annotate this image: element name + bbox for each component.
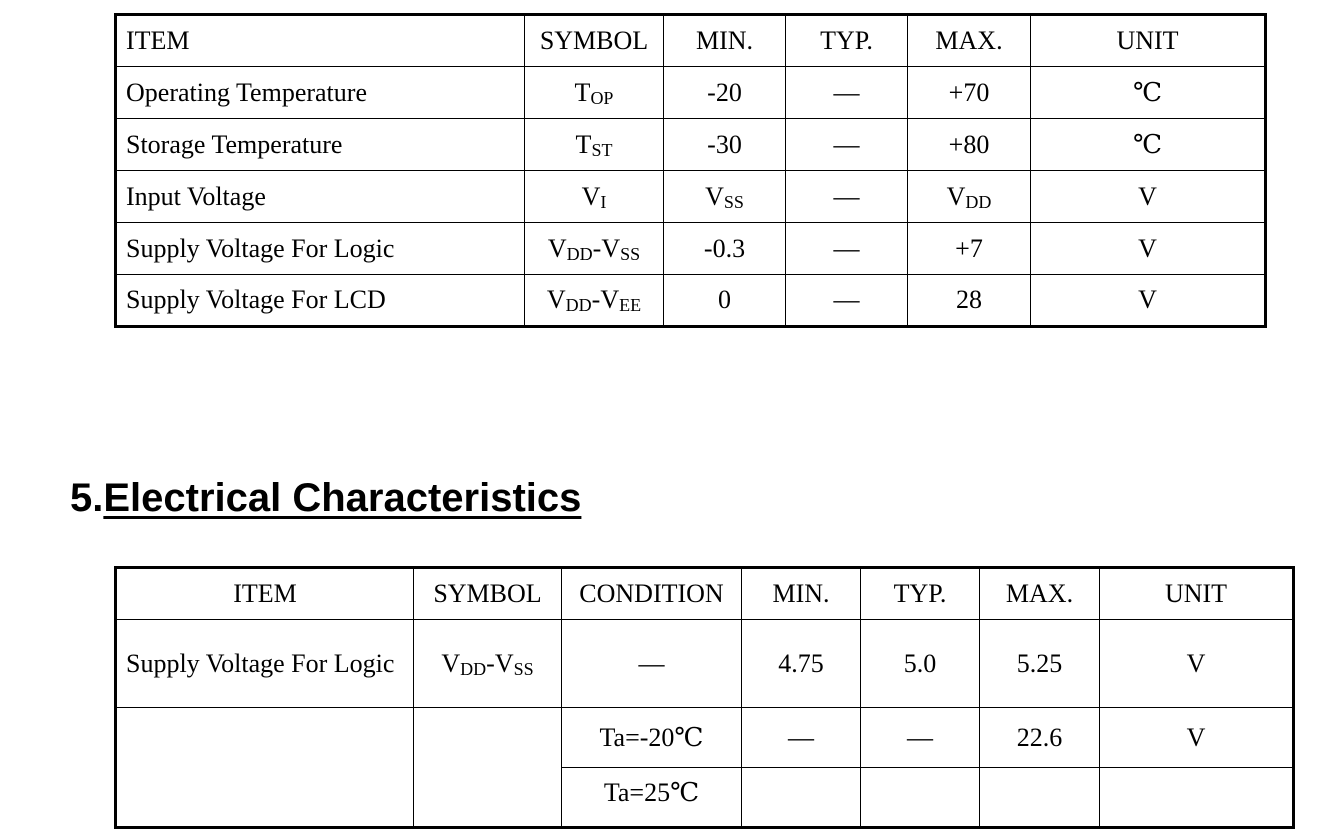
unit-cell: V bbox=[1031, 223, 1266, 275]
symbol-cell bbox=[414, 708, 562, 828]
condition-cell: Ta=-20℃ bbox=[562, 708, 742, 768]
table-row bbox=[116, 223, 1266, 275]
header-unit: UNIT bbox=[1100, 568, 1294, 620]
symbol-cell: $V_{DD}-V_{SS}$ bbox=[525, 223, 664, 275]
max-cell: +70 bbox=[908, 67, 1031, 119]
min-cell: -20 bbox=[664, 67, 786, 119]
header-symbol: SYMBOL bbox=[414, 568, 562, 620]
max-cell: $V_{DD}$ bbox=[908, 171, 1031, 223]
unit-cell: ℃ bbox=[1031, 67, 1266, 119]
header-typ: TYP. bbox=[786, 15, 908, 67]
table-row bbox=[116, 119, 1266, 171]
table-header-row bbox=[116, 15, 1266, 67]
table-header-row bbox=[116, 568, 1294, 620]
min-cell: — bbox=[742, 708, 861, 768]
item-cell bbox=[116, 708, 414, 828]
symbol-cell: $V_I$ bbox=[525, 171, 664, 223]
section-heading bbox=[70, 476, 581, 521]
condition-cell: Ta=25℃ bbox=[562, 768, 742, 828]
symbol-cell: $T_{ST}$ bbox=[525, 119, 664, 171]
max-cell: +80 bbox=[908, 119, 1031, 171]
section-number: 5. bbox=[70, 476, 104, 520]
symbol-cell: $V_{DD}-V_{EE}$ bbox=[525, 275, 664, 327]
header-symbol: SYMBOL bbox=[525, 15, 664, 67]
table-row bbox=[116, 171, 1266, 223]
typ-cell: — bbox=[786, 171, 908, 223]
table-row bbox=[116, 708, 1294, 768]
header-typ: TYP. bbox=[861, 568, 980, 620]
condition-cell: — bbox=[562, 620, 742, 708]
unit-cell: V bbox=[1100, 708, 1294, 768]
header-item: ITEM bbox=[116, 15, 525, 67]
item-cell: Storage Temperature bbox=[116, 119, 525, 171]
header-min: MIN. bbox=[742, 568, 861, 620]
max-cell: 22.6 bbox=[980, 708, 1100, 768]
typ-cell: — bbox=[786, 67, 908, 119]
header-item: ITEM bbox=[116, 568, 414, 620]
typ-cell: — bbox=[861, 708, 980, 768]
item-cell: Operating Temperature bbox=[116, 67, 525, 119]
typ-cell: 5.0 bbox=[861, 620, 980, 708]
symbol-cell: $V_{DD}-V_{SS}$ bbox=[414, 620, 562, 708]
header-unit: UNIT bbox=[1031, 15, 1266, 67]
item-cell: Supply Voltage For LCD bbox=[116, 275, 525, 327]
electrical-characteristics-table bbox=[114, 566, 1295, 829]
unit-cell: ℃ bbox=[1031, 119, 1266, 171]
header-max: MAX. bbox=[908, 15, 1031, 67]
item-cell: Input Voltage bbox=[116, 171, 525, 223]
unit-cell: V bbox=[1031, 275, 1266, 327]
item-cell: Supply Voltage For Logic bbox=[116, 223, 525, 275]
unit-cell: V bbox=[1100, 620, 1294, 708]
min-cell: -30 bbox=[664, 119, 786, 171]
section-title: Electrical Characteristics bbox=[103, 476, 582, 520]
header-condition: CONDITION bbox=[562, 568, 742, 620]
typ-cell: — bbox=[786, 275, 908, 327]
max-cell: +7 bbox=[908, 223, 1031, 275]
table-row bbox=[116, 275, 1266, 327]
max-cell: 5.25 bbox=[980, 620, 1100, 708]
min-cell: 4.75 bbox=[742, 620, 861, 708]
table-row bbox=[116, 620, 1294, 708]
min-cell: 0 bbox=[664, 275, 786, 327]
symbol-cell: $T_{OP}$ bbox=[525, 67, 664, 119]
table-row bbox=[116, 67, 1266, 119]
item-cell: Supply Voltage For Logic bbox=[116, 620, 414, 708]
min-cell: $V_{SS}$ bbox=[664, 171, 786, 223]
unit-cell: V bbox=[1031, 171, 1266, 223]
typ-cell: — bbox=[786, 223, 908, 275]
header-min: MIN. bbox=[664, 15, 786, 67]
min-cell: -0.3 bbox=[664, 223, 786, 275]
typ-cell: — bbox=[786, 119, 908, 171]
header-max: MAX. bbox=[980, 568, 1100, 620]
absolute-maximum-ratings-table bbox=[114, 13, 1267, 328]
max-cell: 28 bbox=[908, 275, 1031, 327]
